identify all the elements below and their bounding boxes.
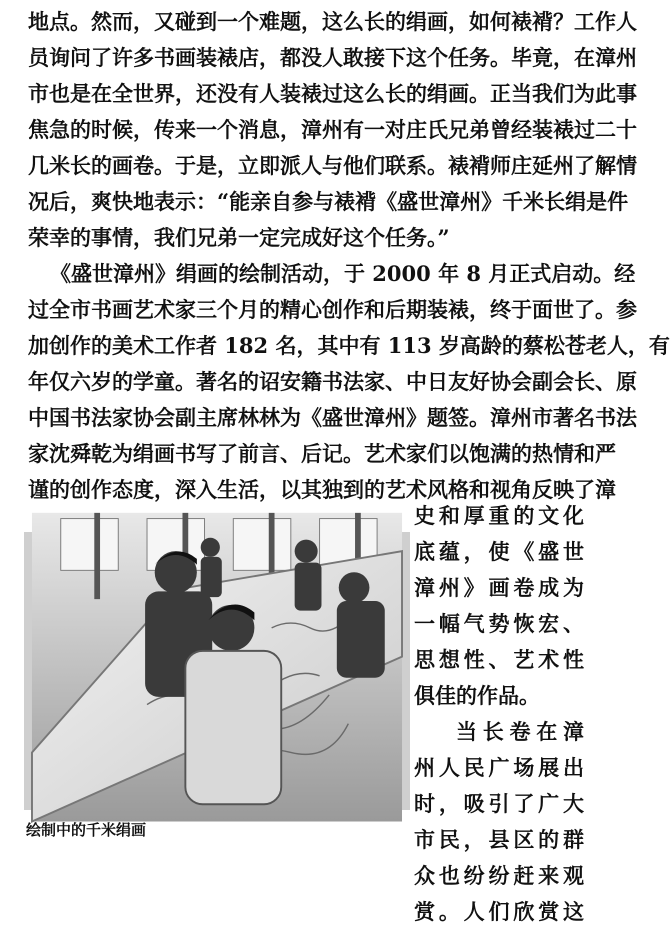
text-line: 底蕴，使《盛世 xyxy=(414,539,584,564)
text-line: 况后，爽快地表示：“能亲自参与裱褙《盛世漳州》千米长绢是件 xyxy=(28,189,629,214)
text-line: 荣幸的事情，我们兄弟一定完成好这个任务。” xyxy=(28,225,450,250)
photo-illustration xyxy=(24,532,410,810)
text-line: 谨的创作态度，深入生活，以其独到的艺术风格和视角反映了漳 xyxy=(28,477,616,502)
text-line: 过全市书画艺术家三个月的精心创作和后期装裱，终于面世了。参 xyxy=(28,297,637,322)
photo-painting-scroll xyxy=(24,532,410,810)
text-line: 加创作的美术工作者 182 名，其中有 113 岁高龄的蔡松苍老人，有 xyxy=(28,333,670,358)
text-line: 中国书法家协会副主席林林为《盛世漳州》题签。漳州市著名书法 xyxy=(28,405,637,430)
text-line: 家沈舜乾为绢画书写了前言、后记。艺术家们以饱满的热情和严 xyxy=(28,441,616,466)
text-line: 地点。然而，又碰到一个难题，这么长的绢画，如何裱褙？工作人 xyxy=(28,9,637,34)
text-line: 几米长的画卷。于是，立即派人与他们联系。裱褙师庄延州了解情 xyxy=(28,153,637,178)
text-line: 漳州》画卷成为 xyxy=(414,575,584,600)
text-line: 史和厚重的文化 xyxy=(414,503,584,528)
text-line: 年仅六岁的学童。著名的诏安籍书法家、中日友好协会副会长、原 xyxy=(28,369,637,394)
text-line: 思想性、艺术性 xyxy=(414,647,584,672)
text-line: 市也是在全世界，还没有人装裱过这么长的绢画。正当我们为此事 xyxy=(28,81,637,106)
text-line: 《盛世漳州》绢画的绘制活动，于 2000 年 8 月正式启动。经 xyxy=(50,261,636,286)
text-line: 众也纷纷赶来观 xyxy=(414,863,584,888)
text-line: 一幅气势恢宏、 xyxy=(414,611,584,636)
text-line: 赏。人们欣赏这 xyxy=(414,899,584,924)
text-line: 俱佳的作品。 xyxy=(414,683,540,708)
text-line: 时，吸引了广大 xyxy=(414,791,584,816)
text-line: 市民，县区的群 xyxy=(414,827,584,852)
text-line: 州人民广场展出 xyxy=(414,755,584,780)
text-line: 焦急的时候，传来一个消息，漳州有一对庄氏兄弟曾经装裱过二十 xyxy=(28,117,637,142)
photo-caption: 绘制中的千米绢画 xyxy=(26,821,147,839)
text-line: 当长卷在漳 xyxy=(456,719,584,744)
text-line: 员询问了许多书画装裱店，都没人敢接下这个任务。毕竟，在漳州 xyxy=(28,45,637,70)
